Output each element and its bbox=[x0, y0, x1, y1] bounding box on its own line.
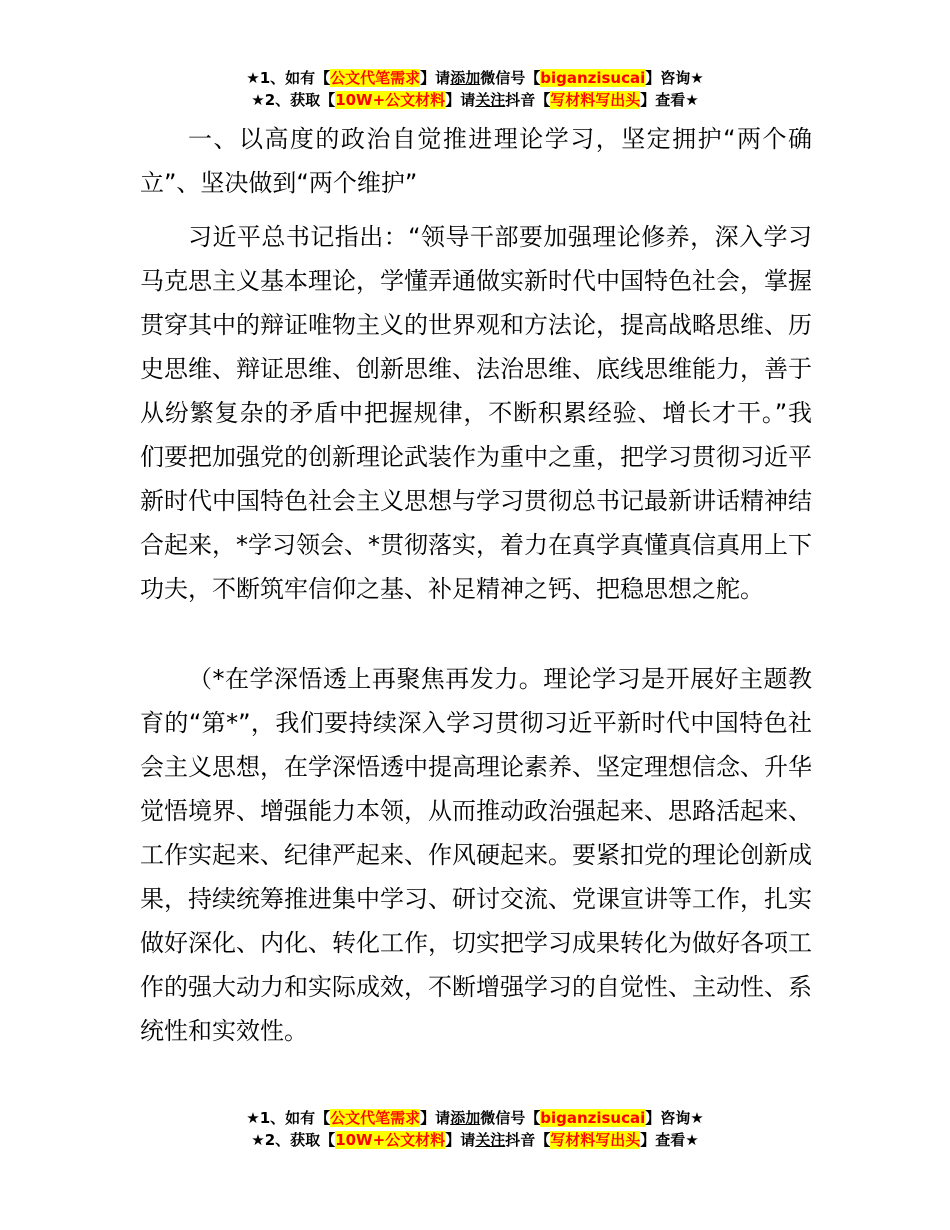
document-body-paragraph-1 bbox=[140, 215, 812, 611]
promo-text: 】请 bbox=[420, 1109, 451, 1127]
document-body-heading bbox=[140, 117, 812, 205]
promo-text: 】请 bbox=[445, 1131, 476, 1149]
promo-banner-bottom bbox=[0, 1107, 950, 1151]
promo-highlight: 10W+公文材料 bbox=[335, 1131, 446, 1149]
promo-highlight: 公文代笔需求 bbox=[330, 1109, 421, 1127]
douyin-account-highlight: 写材料写出头 bbox=[550, 91, 641, 109]
promo-text: 】查看★ bbox=[640, 1131, 699, 1149]
promo-line-1 bbox=[0, 1107, 950, 1129]
promo-text: 】请 bbox=[445, 91, 476, 109]
wechat-id-highlight: biganzisucai bbox=[540, 1109, 646, 1127]
promo-text: 抖音【 bbox=[505, 91, 551, 109]
promo-text: 】查看★ bbox=[640, 91, 699, 109]
promo-text: 】咨询★ bbox=[645, 69, 704, 87]
promo-underlined-text: 关注 bbox=[475, 1131, 506, 1149]
douyin-account-highlight: 写材料写出头 bbox=[550, 1131, 641, 1149]
promo-text: 微信号【 bbox=[480, 1109, 541, 1127]
promo-line-2 bbox=[0, 1129, 950, 1151]
document-body-paragraph-2 bbox=[140, 657, 812, 1053]
wechat-id-highlight: biganzisucai bbox=[540, 69, 646, 87]
promo-text: 抖音【 bbox=[505, 1131, 551, 1149]
promo-underlined-text: 关注 bbox=[475, 91, 506, 109]
promo-banner-top bbox=[0, 67, 950, 111]
section-heading: 一、以高度的政治自觉推进理论学习，坚定拥护“两个确立”、坚决做到“两个维护” bbox=[140, 125, 812, 197]
promo-highlight: 10W+公文材料 bbox=[335, 91, 446, 109]
promo-highlight: 公文代笔需求 bbox=[330, 69, 421, 87]
promo-text: ★2、获取【 bbox=[251, 1131, 336, 1149]
body-paragraph: （*在学深悟透上再聚焦再发力。理论学习是开展好主题教育的“第*”，我们要持续深入学习贯彻习近平新时代中国特色社会主义思想，在学深悟透中提高理论素养、坚定理想信念、升华觉悟境界、增强能力本领，从而推动政治强起来、思路活起来、工作实起来、纪律严起来、作风硬起来。要紧扣党的理论创新成果，持续统筹推进集中学习、研讨交流、党课宣讲等工作，扎实做好深化、内化、转化工作，切实把学习成果转化为做好各项工作的强大动力和实际成效，不断增强学习的自觉性、主动性、系统性和实效性。 bbox=[140, 665, 812, 1045]
promo-line-1 bbox=[0, 67, 950, 89]
promo-underlined-text: 添加 bbox=[450, 69, 481, 87]
promo-text: 】咨询★ bbox=[645, 1109, 704, 1127]
promo-line-2 bbox=[0, 89, 950, 111]
promo-underlined-text: 添加 bbox=[450, 1109, 481, 1127]
promo-text: ★1、如有【 bbox=[246, 69, 331, 87]
body-paragraph: 习近平总书记指出：“领导干部要加强理论修养，深入学习马克思主义基本理论，学懂弄通做实新时代中国特色社会，掌握贯穿其中的辩证唯物主义的世界观和方法论，提高战略思维、历史思维、辩证思维、创新思维、法治思维、底线思维能力，善于从纷繁复杂的矛盾中把握规律，不断积累经验、增长才干。”我们要把加强党的创新理论武装作为重中之重，把学习贯彻习近平新时代中国特色社会主义思想与学习贯彻总书记最新讲话精神结合起来，*学习领会、*贯彻落实，着力在真学真懂真信真用上下功夫，不断筑牢信仰之基、补足精神之钙、把稳思想之舵。 bbox=[140, 223, 812, 603]
promo-text: ★2、获取【 bbox=[251, 91, 336, 109]
promo-text: 】请 bbox=[420, 69, 451, 87]
promo-text: 微信号【 bbox=[480, 69, 541, 87]
promo-text: ★1、如有【 bbox=[246, 1109, 331, 1127]
